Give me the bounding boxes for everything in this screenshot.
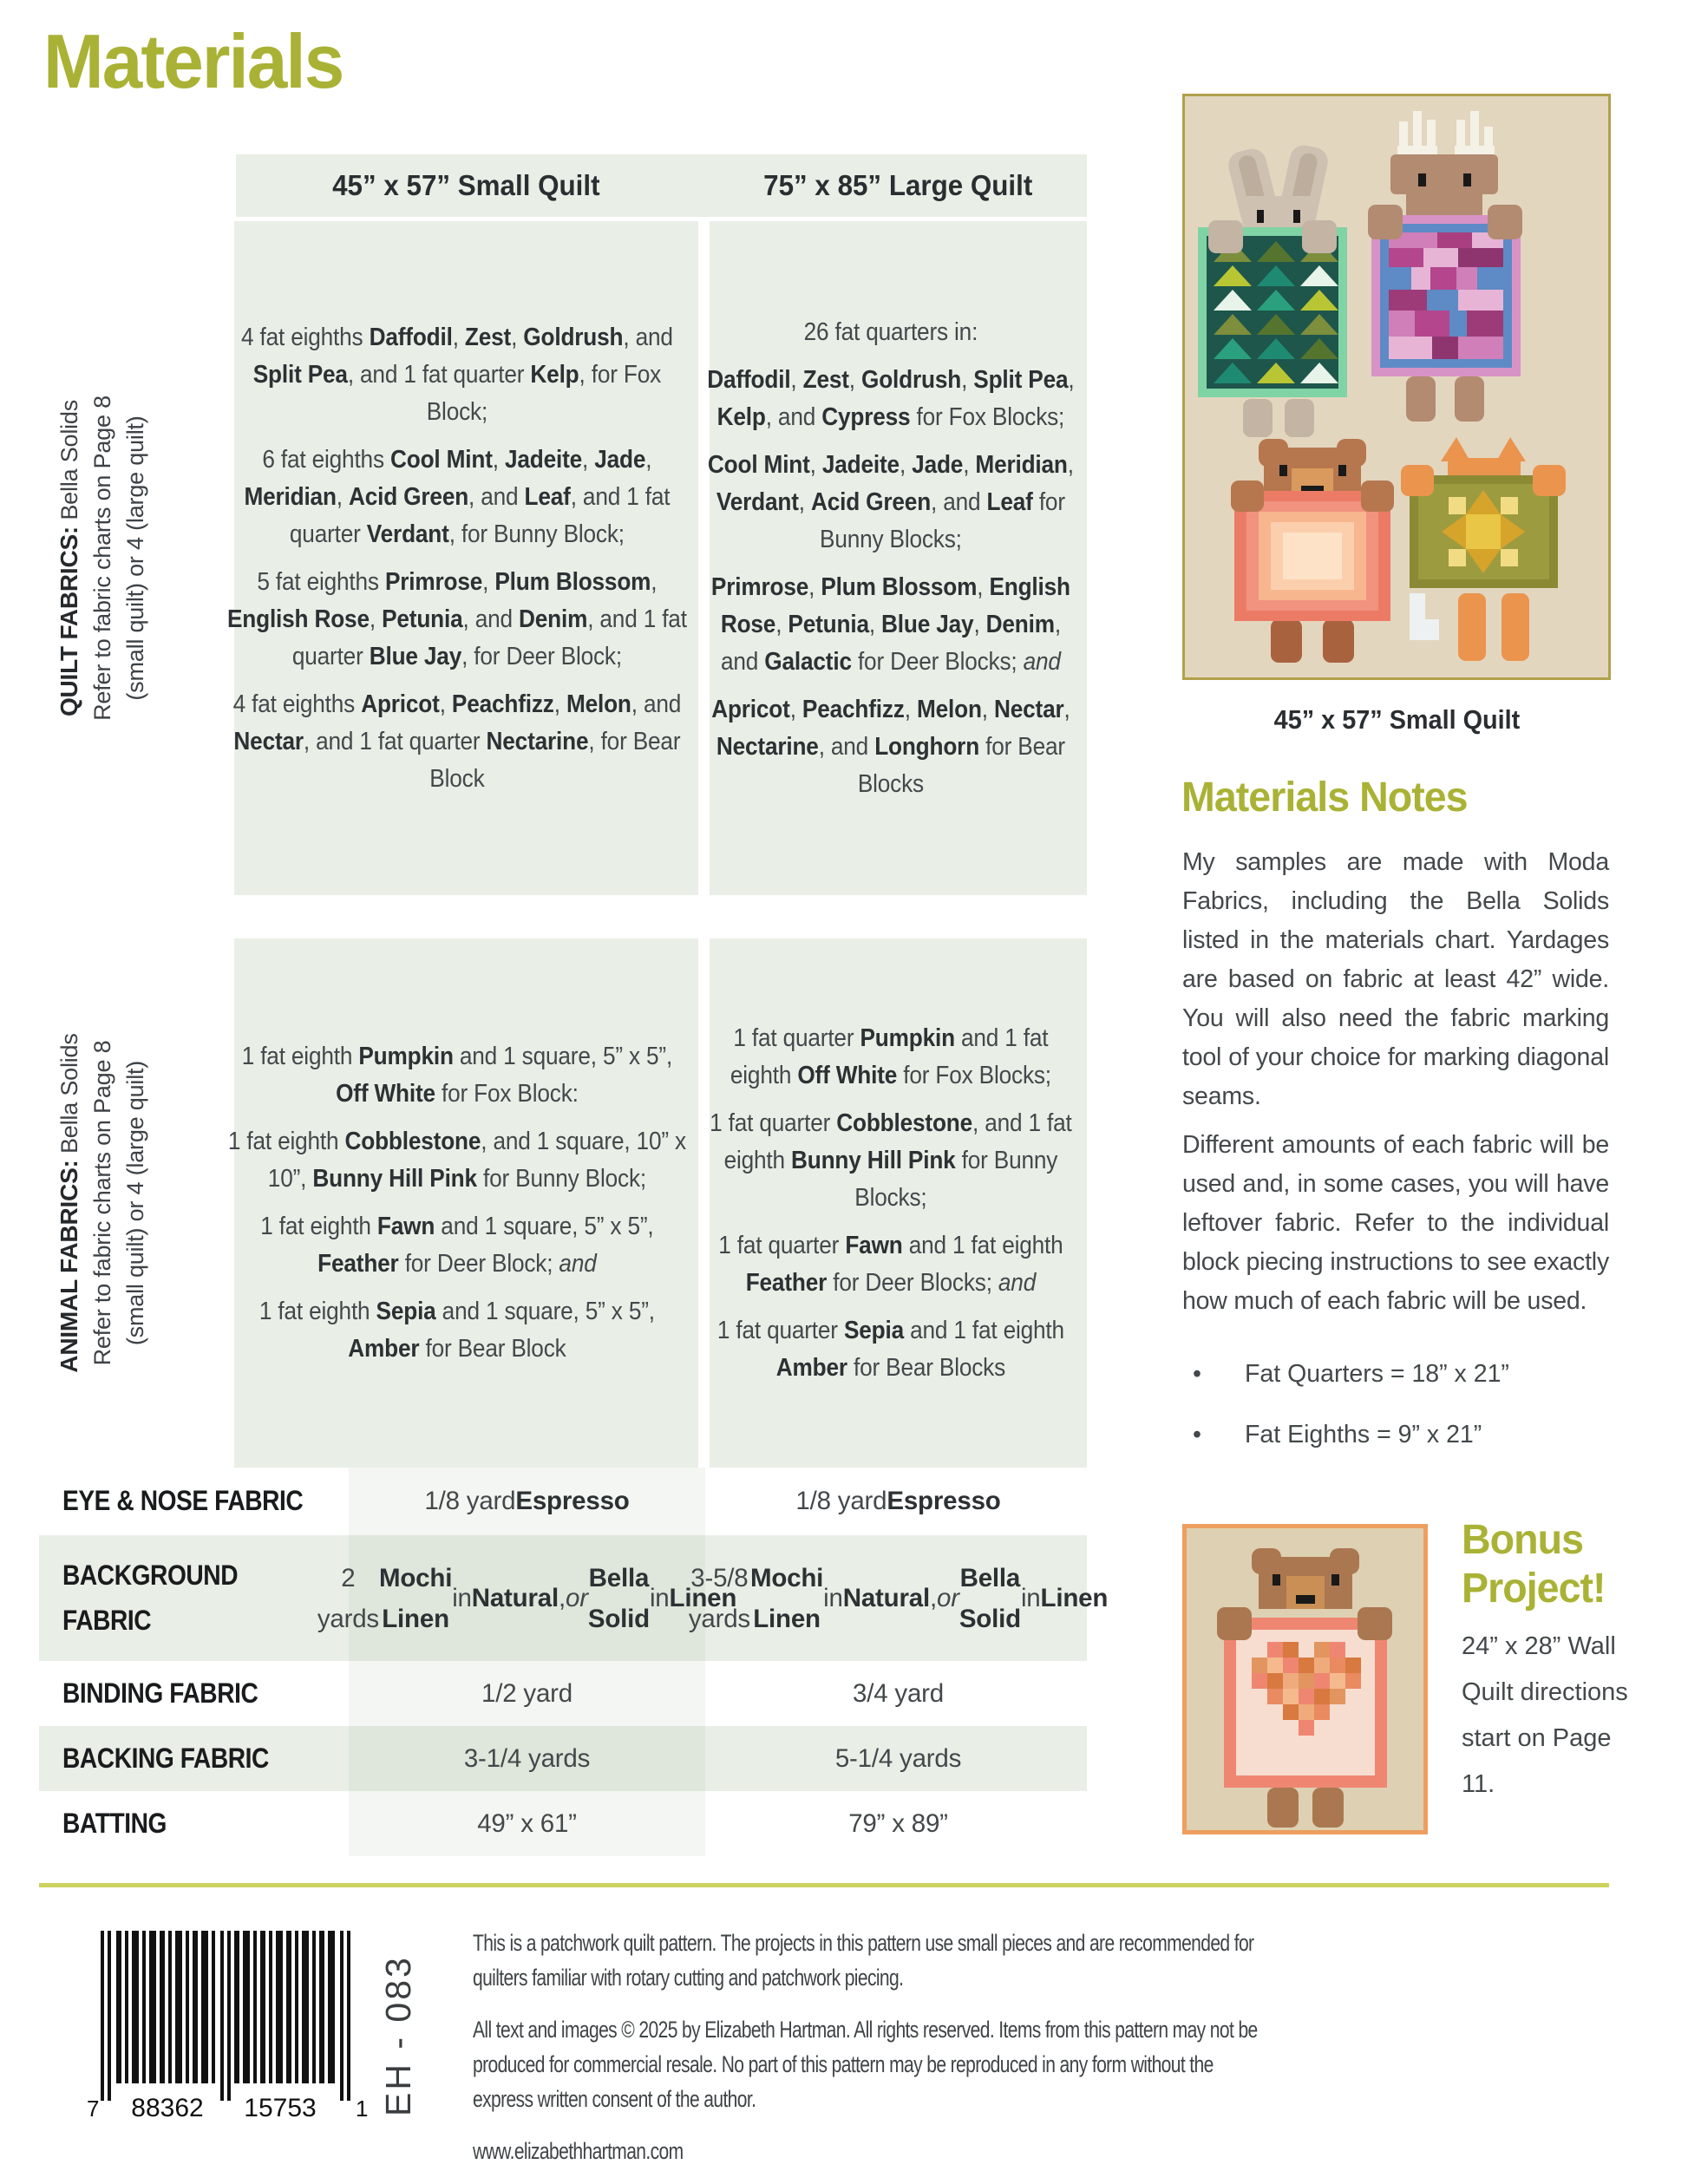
barcode-left-group: 88362 — [131, 2094, 204, 2122]
cell-paragraph: 1 fat eighth Fawn and 1 square, 5” x 5”, Feather for Deer Block; and — [260, 1213, 654, 1278]
animal-fabrics-large-cell — [710, 938, 1087, 1468]
value-binding-small: 1/2 yard — [481, 1678, 572, 1708]
animal-fabrics-small-cell — [227, 938, 698, 1468]
value-backing-small: 3-1/4 yards — [463, 1743, 591, 1773]
cell-paragraph: Cool Mint, Jadeite, Jade, Meridian, Verdant, Acid Green, and Leaf for Bunny Blocks; — [707, 450, 1074, 553]
barcode-trail-digit: 1 — [356, 2096, 369, 2122]
cell-paragraph: 1 fat eighth Cobblestone, and 1 square, 10” x 10”, Bunny Hill Pink for Bunny Block; — [227, 1128, 686, 1193]
barcode — [83, 1931, 375, 2123]
column-header-large-quilt: 75” x 85” Large Quilt — [763, 169, 1033, 201]
value-batting-large: 79” x 89” — [848, 1808, 948, 1838]
value-eye-nose-small: 1/8 yard Espresso — [424, 1486, 630, 1515]
row-label-background-fabric: BACKGROUND FABRIC — [62, 1560, 239, 1636]
bonus-project-illustration — [1182, 1524, 1428, 1834]
animal-fabrics-row-label — [50, 938, 154, 1468]
value-background-small: 2 yards Mochi Linen in Natural , or Bella Solid in Linen — [317, 1563, 737, 1633]
bullet-text: Fat Quarters = 18” x 21” — [1245, 1360, 1509, 1388]
quilt-fabrics-label-line: QUILT FABRICS: Bella Solids — [56, 399, 82, 717]
cell-paragraph: 26 fat quarters in: — [803, 317, 978, 346]
barcode-lead-digit: 7 — [87, 2096, 100, 2122]
value-eye-nose-large: 1/8 yard Espresso — [795, 1486, 1001, 1515]
animal-fabrics-label-line: Refer to fabric charts on Page 8 — [89, 1040, 115, 1366]
bullet-item-fat-quarters — [1182, 1360, 1609, 1389]
materials-notes-paragraph: Different amounts of each fabric will be used and, in some cases, you will have leftover fabric. Refer to the individual block piecing instructions to see exactly how much of each fabric will be used. — [1182, 1131, 1609, 1315]
bonus-project-heading: Bonus Project! — [1462, 1517, 1606, 1612]
value-binding-large: 3/4 yard — [853, 1678, 944, 1708]
animal-fabrics-label-line: (small quilt) or 4 (large quilt) — [122, 1060, 148, 1346]
value-batting-small: 49” x 61” — [477, 1808, 577, 1838]
small-quilt-column-strip — [317, 1468, 737, 1856]
page-title: Materials — [43, 18, 343, 104]
quilt-image-caption: 45” x 57” Small Quilt — [1273, 704, 1520, 735]
cell-paragraph: 1 fat quarter Cobblestone, and 1 fat eighth Bunny Hill Pink for Bunny Blocks; — [710, 1108, 1072, 1212]
quilt-fabrics-label-line: (small quilt) or 4 (large quilt) — [122, 415, 148, 701]
value-background-large: 3-5/8 yards Mochi Linen in Natural , or Bella Solid in Linen — [688, 1563, 1109, 1633]
row-label-batting: BATTING — [62, 1808, 167, 1839]
materials-notes-heading: Materials Notes — [1181, 775, 1468, 821]
cell-paragraph: Apricot, Peachfizz, Melon, Nectar, Nectarine, and Longhorn for Bear Blocks — [711, 695, 1070, 798]
cell-paragraph: 1 fat quarter Fawn and 1 fat eighth Feather for Deer Blocks; and — [718, 1231, 1063, 1297]
barcode-right-group: 15753 — [244, 2094, 317, 2122]
value-backing-large: 5-1/4 yards — [834, 1743, 962, 1773]
cell-paragraph: 4 fat eighths Daffodil, Zest, Goldrush, and Split Pea, and 1 fat quarter Kelp, for Fox Block; — [240, 323, 673, 426]
row-label-binding-fabric: BINDING FABRIC — [62, 1677, 258, 1709]
footer-paragraph: All text and images © 2025 by Elizabeth Hartman. All rights reserved. Items from this pattern may not be produced for commercial resale. No part of this pattern may be reproduced in any form without the express written consent of the author. — [473, 2017, 1258, 2112]
footer-text-block — [473, 1926, 1258, 2184]
materials-notes-paragraph: My samples are made with Moda Fabrics, including the Bella Solids listed in the materials chart. Yardages are based on fabric at least 42” wide. You will also need the fabric marking tool of your choice for marking diagonal seams. — [1182, 848, 1609, 1110]
row-label-eye-nose-fabric: EYE & NOSE FABRIC — [62, 1485, 304, 1516]
quilt-fabrics-large-cell — [707, 221, 1087, 895]
small-quilt-illustration — [1182, 94, 1611, 680]
quilt-fabrics-row-label — [50, 221, 154, 895]
quilt-fabrics-label-line: Refer to fabric charts on Page 8 — [89, 396, 115, 721]
bullet-item-fat-eighths — [1182, 1421, 1609, 1449]
cell-paragraph: Primrose, Plum Blossom, English Rose, Petunia, Blue Jay, Denim, and Galactic for Deer Blocks; and — [710, 572, 1070, 676]
website-url: www.elizabethhartman.com — [473, 2138, 684, 2164]
cell-paragraph: Daffodil, Zest, Goldrush, Split Pea, Kelp, and Cypress for Fox Blocks; — [707, 365, 1075, 431]
row-label-backing-fabric: BACKING FABRIC — [62, 1743, 269, 1774]
cell-paragraph: 5 fat eighths Primrose, Plum Blossom, English Rose, Petunia, and Denim, and 1 fat quarter Blue Jay, for Deer Block; — [226, 567, 687, 670]
cell-paragraph: 1 fat quarter Sepia and 1 fat eighth Amber for Bear Blocks — [716, 1316, 1064, 1382]
cell-paragraph: 1 fat eighth Sepia and 1 square, 5” x 5”, Amber for Bear Block — [258, 1298, 655, 1363]
cell-paragraph: 1 fat quarter Pumpkin and 1 fat eighth Off White for Fox Blocks; — [730, 1023, 1051, 1089]
bonus-project-text: 24” x 28” Wall Quilt directions start on Page 11. — [1462, 1632, 1628, 1798]
quilt-fabrics-small-cell — [226, 221, 698, 895]
footer-paragraph: This is a patchwork quilt pattern. The projects in this pattern use small pieces and are recommended for quilters familiar with rotary cutting and patchwork piecing. — [473, 1930, 1254, 1991]
animal-fabrics-label-line: ANIMAL FABRICS: Bella Solids — [56, 1033, 82, 1373]
cell-paragraph: 1 fat eighth Pumpkin and 1 square, 5” x 5”, Off White for Fox Block: — [241, 1043, 672, 1108]
column-header-small-quilt: 45” x 57” Small Quilt — [332, 169, 600, 201]
pattern-code: EH - 083 — [378, 1955, 418, 2116]
bullet-icon: • — [1193, 1421, 1201, 1448]
footer-divider-rule — [39, 1883, 1609, 1887]
bullet-text: Fat Eighths = 9” x 21” — [1245, 1421, 1482, 1448]
bullet-icon: • — [1193, 1360, 1201, 1388]
cell-paragraph: 6 fat eighths Cool Mint, Jadeite, Jade, Meridian, Acid Green, and Leaf, and 1 fat quarter Verdant, for Bunny Block; — [244, 445, 671, 548]
cell-paragraph: 4 fat eighths Apricot, Peachfizz, Melon, and Nectar, and 1 fat quarter Nectarine, for Bear Block — [232, 690, 682, 793]
